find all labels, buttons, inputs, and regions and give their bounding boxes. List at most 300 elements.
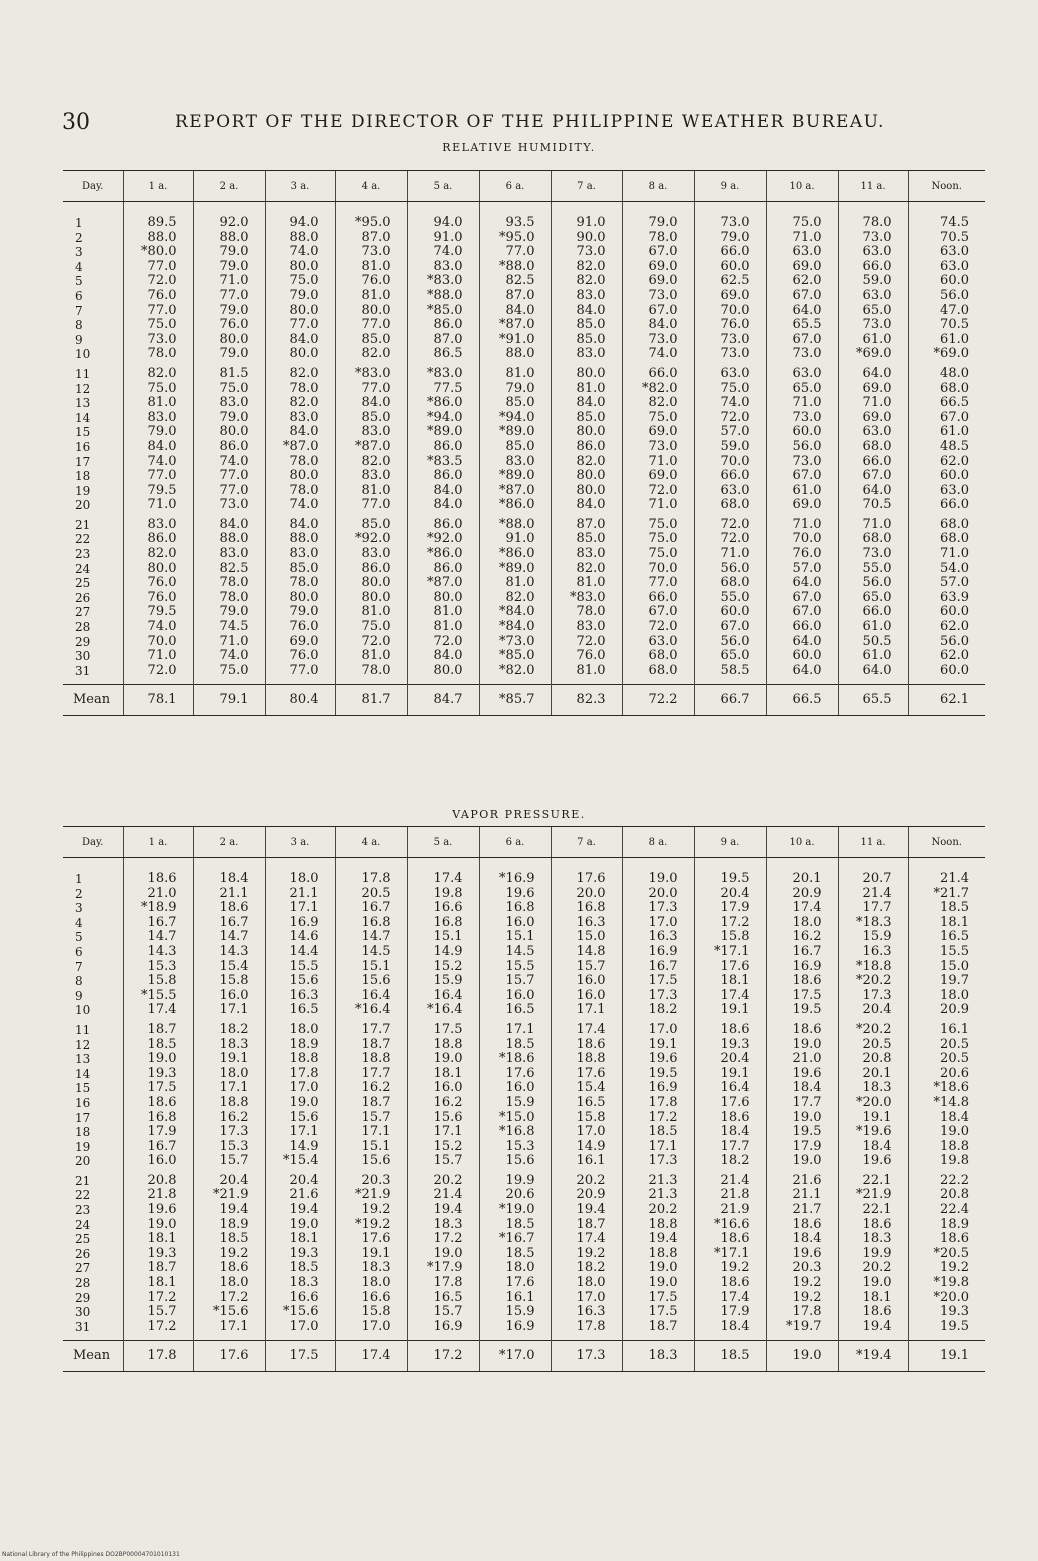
value-cell: 16.5 xyxy=(265,1003,335,1018)
value-cell: 79.0 xyxy=(193,411,265,426)
value-cell: 79.0 xyxy=(265,605,335,620)
value-cell: 76.0 xyxy=(766,547,838,562)
value-cell: 16.8 xyxy=(479,901,551,916)
value-cell: 15.4 xyxy=(551,1081,622,1096)
value-cell: 17.6 xyxy=(335,1232,407,1247)
value-cell: 18.7 xyxy=(622,1320,694,1341)
value-cell: 84.0 xyxy=(551,396,622,411)
value-cell: 18.8 xyxy=(265,1052,335,1067)
value-cell: 15.0 xyxy=(908,960,985,975)
day-cell: 13 xyxy=(75,1052,91,1067)
value-cell: 16.7 xyxy=(123,916,193,931)
value-cell: 75.0 xyxy=(193,664,265,685)
value-cell: 16.2 xyxy=(407,1096,479,1111)
value-cell: 60.0 xyxy=(766,425,838,440)
value-cell: *84.0 xyxy=(479,605,551,620)
value-cell: 64.0 xyxy=(766,304,838,319)
column-header-hour: 5 a. xyxy=(407,827,479,858)
value-cell: 16.7 xyxy=(335,901,407,916)
table-row xyxy=(63,1003,985,1018)
value-cell: 59.0 xyxy=(694,440,766,455)
value-cell: 77.0 xyxy=(479,245,551,260)
day-cell: 2 xyxy=(75,230,83,245)
table-row xyxy=(63,547,985,562)
value-cell: 20.2 xyxy=(551,1169,622,1189)
day-cell: 12 xyxy=(75,381,91,396)
table-row xyxy=(63,1154,985,1169)
value-cell: 16.1 xyxy=(479,1291,551,1306)
value-cell: 90.0 xyxy=(551,231,622,246)
value-cell: 17.9 xyxy=(123,1125,193,1140)
value-cell: 16.3 xyxy=(838,945,908,960)
value-cell: 21.9 xyxy=(694,1203,766,1218)
mean-value: 17.8 xyxy=(123,1341,193,1372)
value-cell: 18.0 xyxy=(908,989,985,1004)
value-cell: 77.0 xyxy=(622,576,694,591)
value-cell: 19.2 xyxy=(766,1291,838,1306)
value-cell: 21.0 xyxy=(123,887,193,902)
value-cell: 19.3 xyxy=(265,1247,335,1262)
value-cell: 20.9 xyxy=(551,1188,622,1203)
value-cell: 14.9 xyxy=(407,945,479,960)
value-cell: 71.0 xyxy=(622,498,694,513)
value-cell: 66.0 xyxy=(694,469,766,484)
value-cell: 20.5 xyxy=(908,1038,985,1053)
value-cell: 87.0 xyxy=(551,513,622,533)
value-cell: 16.5 xyxy=(479,1003,551,1018)
day-cell: 21 xyxy=(75,1173,91,1188)
value-cell: 16.2 xyxy=(766,930,838,945)
value-cell: 83.0 xyxy=(335,547,407,562)
value-cell: 18.5 xyxy=(479,1247,551,1262)
value-cell: 65.0 xyxy=(838,304,908,319)
table-row xyxy=(63,664,985,685)
table-row xyxy=(63,484,985,499)
value-cell: 83.0 xyxy=(193,396,265,411)
value-cell: 89.5 xyxy=(123,202,193,231)
table-row xyxy=(63,1276,985,1291)
value-cell: 63.0 xyxy=(908,484,985,499)
value-cell: 80.0 xyxy=(335,591,407,606)
table-row xyxy=(63,382,985,397)
value-cell: 67.0 xyxy=(766,469,838,484)
value-cell: 17.1 xyxy=(265,1125,335,1140)
value-cell: 76.0 xyxy=(123,576,193,591)
value-cell: *92.0 xyxy=(335,532,407,547)
table-row xyxy=(63,513,985,533)
value-cell: 73.0 xyxy=(123,333,193,348)
value-cell: 17.1 xyxy=(622,1140,694,1155)
value-cell: 64.0 xyxy=(838,664,908,685)
value-cell: 18.9 xyxy=(265,1038,335,1053)
value-cell: 83.0 xyxy=(265,411,335,426)
value-cell: 17.2 xyxy=(694,916,766,931)
value-cell: 85.0 xyxy=(551,333,622,348)
value-cell: 15.2 xyxy=(407,960,479,975)
value-cell: 64.0 xyxy=(766,635,838,650)
value-cell: 81.0 xyxy=(479,576,551,591)
value-cell: 79.0 xyxy=(193,260,265,275)
value-cell: 18.1 xyxy=(123,1232,193,1247)
value-cell: 19.0 xyxy=(123,1218,193,1233)
day-cell: 11 xyxy=(75,1022,91,1037)
column-header-day: Day. xyxy=(63,827,123,858)
value-cell: 17.4 xyxy=(694,1291,766,1306)
value-cell: 17.9 xyxy=(766,1140,838,1155)
value-cell: 80.0 xyxy=(551,469,622,484)
value-cell: 64.0 xyxy=(766,664,838,685)
value-cell: 86.0 xyxy=(193,440,265,455)
column-header-hour: 9 a. xyxy=(694,827,766,858)
value-cell: 18.6 xyxy=(193,901,265,916)
value-cell: 60.0 xyxy=(908,664,985,685)
value-cell: 19.6 xyxy=(766,1067,838,1082)
value-cell: 16.1 xyxy=(908,1018,985,1038)
value-cell: 81.0 xyxy=(551,664,622,685)
value-cell: 72.0 xyxy=(694,411,766,426)
value-cell: 19.2 xyxy=(193,1247,265,1262)
value-cell: 17.6 xyxy=(479,1276,551,1291)
value-cell: 16.0 xyxy=(551,974,622,989)
value-cell: 18.9 xyxy=(908,1218,985,1233)
column-header-hour: 6 a. xyxy=(479,171,551,202)
value-cell: 21.1 xyxy=(265,887,335,902)
value-cell: 18.0 xyxy=(265,1018,335,1038)
table-row xyxy=(63,469,985,484)
value-cell: 64.0 xyxy=(766,576,838,591)
day-cell: 7 xyxy=(75,303,83,318)
mean-value: 72.2 xyxy=(622,685,694,716)
value-cell: 65.0 xyxy=(838,591,908,606)
value-cell: 16.1 xyxy=(551,1154,622,1169)
value-cell: 20.2 xyxy=(407,1169,479,1189)
value-cell: 82.5 xyxy=(193,562,265,577)
value-cell: 83.0 xyxy=(335,425,407,440)
value-cell: 20.0 xyxy=(622,887,694,902)
value-cell: 66.0 xyxy=(694,245,766,260)
value-cell: 18.8 xyxy=(407,1038,479,1053)
value-cell: 69.0 xyxy=(838,382,908,397)
value-cell: 72.0 xyxy=(407,635,479,650)
day-cell: 31 xyxy=(75,663,91,678)
table-row xyxy=(63,1169,985,1189)
value-cell: 18.0 xyxy=(193,1276,265,1291)
value-cell: 71.0 xyxy=(766,513,838,533)
table-row xyxy=(63,1232,985,1247)
value-cell: *15.6 xyxy=(265,1305,335,1320)
value-cell: 18.6 xyxy=(694,1018,766,1038)
value-cell: 57.0 xyxy=(908,576,985,591)
value-cell: 17.3 xyxy=(622,1154,694,1169)
value-cell: 79.0 xyxy=(479,382,551,397)
value-cell: 16.9 xyxy=(265,916,335,931)
value-cell: 19.2 xyxy=(766,1276,838,1291)
value-cell: *88.0 xyxy=(407,289,479,304)
value-cell: 82.0 xyxy=(123,547,193,562)
day-cell: 18 xyxy=(75,469,91,484)
value-cell: 81.5 xyxy=(193,362,265,382)
day-cell: 7 xyxy=(75,959,83,974)
value-cell: 74.5 xyxy=(908,202,985,231)
value-cell: 73.0 xyxy=(694,333,766,348)
value-cell: 63.0 xyxy=(622,635,694,650)
value-cell: 18.6 xyxy=(838,1305,908,1320)
value-cell: 62.0 xyxy=(908,620,985,635)
value-cell: 74.0 xyxy=(123,455,193,470)
day-cell: 9 xyxy=(75,988,83,1003)
footer-credit: National Library of the Philippines DO2BP00004701010131 xyxy=(2,1551,180,1558)
value-cell: *83.0 xyxy=(335,362,407,382)
value-cell: 63.0 xyxy=(694,362,766,382)
value-cell: *20.0 xyxy=(838,1096,908,1111)
table-row xyxy=(63,304,985,319)
table-row xyxy=(63,498,985,513)
table-row xyxy=(63,347,985,362)
value-cell: *87.0 xyxy=(479,484,551,499)
value-cell: *83.0 xyxy=(407,362,479,382)
value-cell: 20.2 xyxy=(622,1203,694,1218)
value-cell: 17.7 xyxy=(766,1096,838,1111)
table-row xyxy=(63,1111,985,1126)
value-cell: 71.0 xyxy=(766,396,838,411)
value-cell: 16.2 xyxy=(193,1111,265,1126)
value-cell: 18.0 xyxy=(551,1276,622,1291)
table-row xyxy=(63,635,985,650)
table-row xyxy=(63,1081,985,1096)
value-cell: 82.0 xyxy=(622,396,694,411)
value-cell: 17.8 xyxy=(335,858,407,887)
value-cell: 17.9 xyxy=(694,1305,766,1320)
value-cell: 56.0 xyxy=(766,440,838,455)
day-cell: 27 xyxy=(75,1261,91,1276)
value-cell: 75.0 xyxy=(335,620,407,635)
value-cell: 20.6 xyxy=(908,1067,985,1082)
value-cell: 88.0 xyxy=(265,532,335,547)
value-cell: 79.0 xyxy=(265,289,335,304)
value-cell: 85.0 xyxy=(335,513,407,533)
value-cell: 17.8 xyxy=(766,1305,838,1320)
value-cell: 76.0 xyxy=(694,318,766,333)
value-cell: 17.8 xyxy=(265,1067,335,1082)
value-cell: 20.8 xyxy=(908,1188,985,1203)
value-cell: *15.4 xyxy=(265,1154,335,1169)
value-cell: 86.5 xyxy=(407,347,479,362)
value-cell: 16.7 xyxy=(622,960,694,975)
value-cell: 16.0 xyxy=(193,989,265,1004)
value-cell: 82.0 xyxy=(551,562,622,577)
table-row xyxy=(63,1305,985,1320)
value-cell: 16.0 xyxy=(479,916,551,931)
value-cell: 16.6 xyxy=(407,901,479,916)
value-cell: *18.9 xyxy=(123,901,193,916)
value-cell: 21.4 xyxy=(908,858,985,887)
value-cell: 22.1 xyxy=(838,1169,908,1189)
value-cell: 19.5 xyxy=(766,1003,838,1018)
value-cell: *16.9 xyxy=(479,858,551,887)
value-cell: 19.8 xyxy=(908,1154,985,1169)
value-cell: 83.0 xyxy=(551,347,622,362)
day-cell: 26 xyxy=(75,590,91,605)
value-cell: 16.9 xyxy=(622,1081,694,1096)
day-cell: 2 xyxy=(75,886,83,901)
value-cell: 88.0 xyxy=(193,231,265,246)
value-cell: 16.5 xyxy=(407,1291,479,1306)
value-cell: 69.0 xyxy=(622,425,694,440)
value-cell: 18.2 xyxy=(551,1261,622,1276)
value-cell: 20.9 xyxy=(908,1003,985,1018)
column-header-hour: 2 a. xyxy=(193,171,265,202)
value-cell: 80.0 xyxy=(551,425,622,440)
value-cell: 17.5 xyxy=(622,1291,694,1306)
day-cell: 30 xyxy=(75,1305,91,1320)
value-cell: 68.0 xyxy=(908,382,985,397)
value-cell: 19.1 xyxy=(335,1247,407,1262)
value-cell: 67.0 xyxy=(838,469,908,484)
table-row xyxy=(63,455,985,470)
day-cell: 1 xyxy=(75,216,83,230)
value-cell: 57.0 xyxy=(694,425,766,440)
value-cell: 21.6 xyxy=(265,1188,335,1203)
value-cell: 21.1 xyxy=(766,1188,838,1203)
table-row xyxy=(63,260,985,275)
day-cell: 5 xyxy=(75,930,83,945)
value-cell: 15.5 xyxy=(908,945,985,960)
day-cell: 17 xyxy=(75,454,91,469)
value-cell: 91.0 xyxy=(407,231,479,246)
value-cell: 19.9 xyxy=(479,1169,551,1189)
value-cell: 18.6 xyxy=(694,1232,766,1247)
value-cell: 14.7 xyxy=(193,930,265,945)
value-cell: *85.0 xyxy=(407,304,479,319)
value-cell: 15.1 xyxy=(407,930,479,945)
value-cell: 55.0 xyxy=(694,591,766,606)
day-cell: 19 xyxy=(75,1139,91,1154)
value-cell: *16.4 xyxy=(335,1003,407,1018)
day-cell: 22 xyxy=(75,1188,91,1203)
value-cell: 15.3 xyxy=(123,960,193,975)
value-cell: 47.0 xyxy=(908,304,985,319)
value-cell: 18.6 xyxy=(694,1276,766,1291)
value-cell: 75.0 xyxy=(622,411,694,426)
value-cell: *87.0 xyxy=(479,318,551,333)
value-cell: 86.0 xyxy=(551,440,622,455)
value-cell: 74.0 xyxy=(265,245,335,260)
mean-value: 17.6 xyxy=(193,1341,265,1372)
day-cell: 12 xyxy=(75,1037,91,1052)
value-cell: 18.4 xyxy=(766,1081,838,1096)
day-cell: 23 xyxy=(75,1203,91,1218)
value-cell: 72.0 xyxy=(622,484,694,499)
value-cell: 15.8 xyxy=(694,930,766,945)
value-cell: 67.0 xyxy=(622,245,694,260)
value-cell: 73.0 xyxy=(838,318,908,333)
value-cell: 17.7 xyxy=(838,901,908,916)
mean-value: 18.3 xyxy=(622,1341,694,1372)
vapor-pressure-title: VAPOR PRESSURE. xyxy=(452,808,586,821)
value-cell: 94.0 xyxy=(265,202,335,231)
value-cell: 21.3 xyxy=(622,1169,694,1189)
day-cell: 3 xyxy=(75,901,83,916)
value-cell: 68.0 xyxy=(694,576,766,591)
value-cell: 17.3 xyxy=(622,901,694,916)
value-cell: 16.4 xyxy=(694,1081,766,1096)
value-cell: 20.3 xyxy=(766,1261,838,1276)
value-cell: 17.3 xyxy=(622,989,694,1004)
table-row xyxy=(63,974,985,989)
day-cell: 30 xyxy=(75,649,91,664)
value-cell: 83.0 xyxy=(551,547,622,562)
value-cell: 70.0 xyxy=(766,532,838,547)
value-cell: *69.0 xyxy=(908,347,985,362)
column-header-day: Day. xyxy=(63,171,123,202)
value-cell: 83.0 xyxy=(335,469,407,484)
value-cell: 73.0 xyxy=(838,547,908,562)
value-cell: 84.0 xyxy=(479,304,551,319)
value-cell: 17.1 xyxy=(551,1003,622,1018)
value-cell: 19.1 xyxy=(694,1067,766,1082)
value-cell: 84.0 xyxy=(407,498,479,513)
value-cell: 21.1 xyxy=(193,887,265,902)
value-cell: 82.0 xyxy=(551,274,622,289)
value-cell: 15.6 xyxy=(335,1154,407,1169)
day-cell: 3 xyxy=(75,245,83,260)
value-cell: 22.1 xyxy=(838,1203,908,1218)
value-cell: 18.8 xyxy=(622,1218,694,1233)
value-cell: 73.0 xyxy=(838,231,908,246)
value-cell: 83.0 xyxy=(123,411,193,426)
value-cell: 75.0 xyxy=(622,513,694,533)
value-cell: 68.0 xyxy=(838,532,908,547)
value-cell: 70.5 xyxy=(908,318,985,333)
value-cell: 20.4 xyxy=(265,1169,335,1189)
value-cell: 19.6 xyxy=(479,887,551,902)
value-cell: 19.0 xyxy=(622,858,694,887)
day-cell: 9 xyxy=(75,332,83,347)
value-cell: 84.0 xyxy=(551,304,622,319)
value-cell: 19.4 xyxy=(407,1203,479,1218)
value-cell: 69.0 xyxy=(694,289,766,304)
value-cell: 69.0 xyxy=(622,274,694,289)
value-cell: 79.0 xyxy=(694,231,766,246)
column-header-hour: 9 a. xyxy=(694,171,766,202)
value-cell: 80.0 xyxy=(551,484,622,499)
table-row xyxy=(63,901,985,916)
value-cell: 72.0 xyxy=(694,532,766,547)
value-cell: 19.0 xyxy=(622,1261,694,1276)
header-row xyxy=(63,827,985,858)
value-cell: *19.7 xyxy=(766,1320,838,1341)
value-cell: 15.7 xyxy=(407,1305,479,1320)
value-cell: 72.0 xyxy=(335,635,407,650)
value-cell: 82.0 xyxy=(265,396,335,411)
value-cell: 15.1 xyxy=(335,960,407,975)
value-cell: 70.0 xyxy=(123,635,193,650)
value-cell: 16.3 xyxy=(551,1305,622,1320)
day-cell: 16 xyxy=(75,439,91,454)
value-cell: 79.0 xyxy=(123,425,193,440)
value-cell: 16.9 xyxy=(622,945,694,960)
value-cell: 86.0 xyxy=(407,469,479,484)
table-row xyxy=(63,1188,985,1203)
value-cell: 73.0 xyxy=(335,245,407,260)
value-cell: 14.5 xyxy=(479,945,551,960)
day-cell: 13 xyxy=(75,396,91,411)
value-cell: 76.0 xyxy=(123,591,193,606)
value-cell: 16.3 xyxy=(551,916,622,931)
column-header-hour: 6 a. xyxy=(479,827,551,858)
value-cell: 85.0 xyxy=(551,411,622,426)
value-cell: 21.8 xyxy=(123,1188,193,1203)
